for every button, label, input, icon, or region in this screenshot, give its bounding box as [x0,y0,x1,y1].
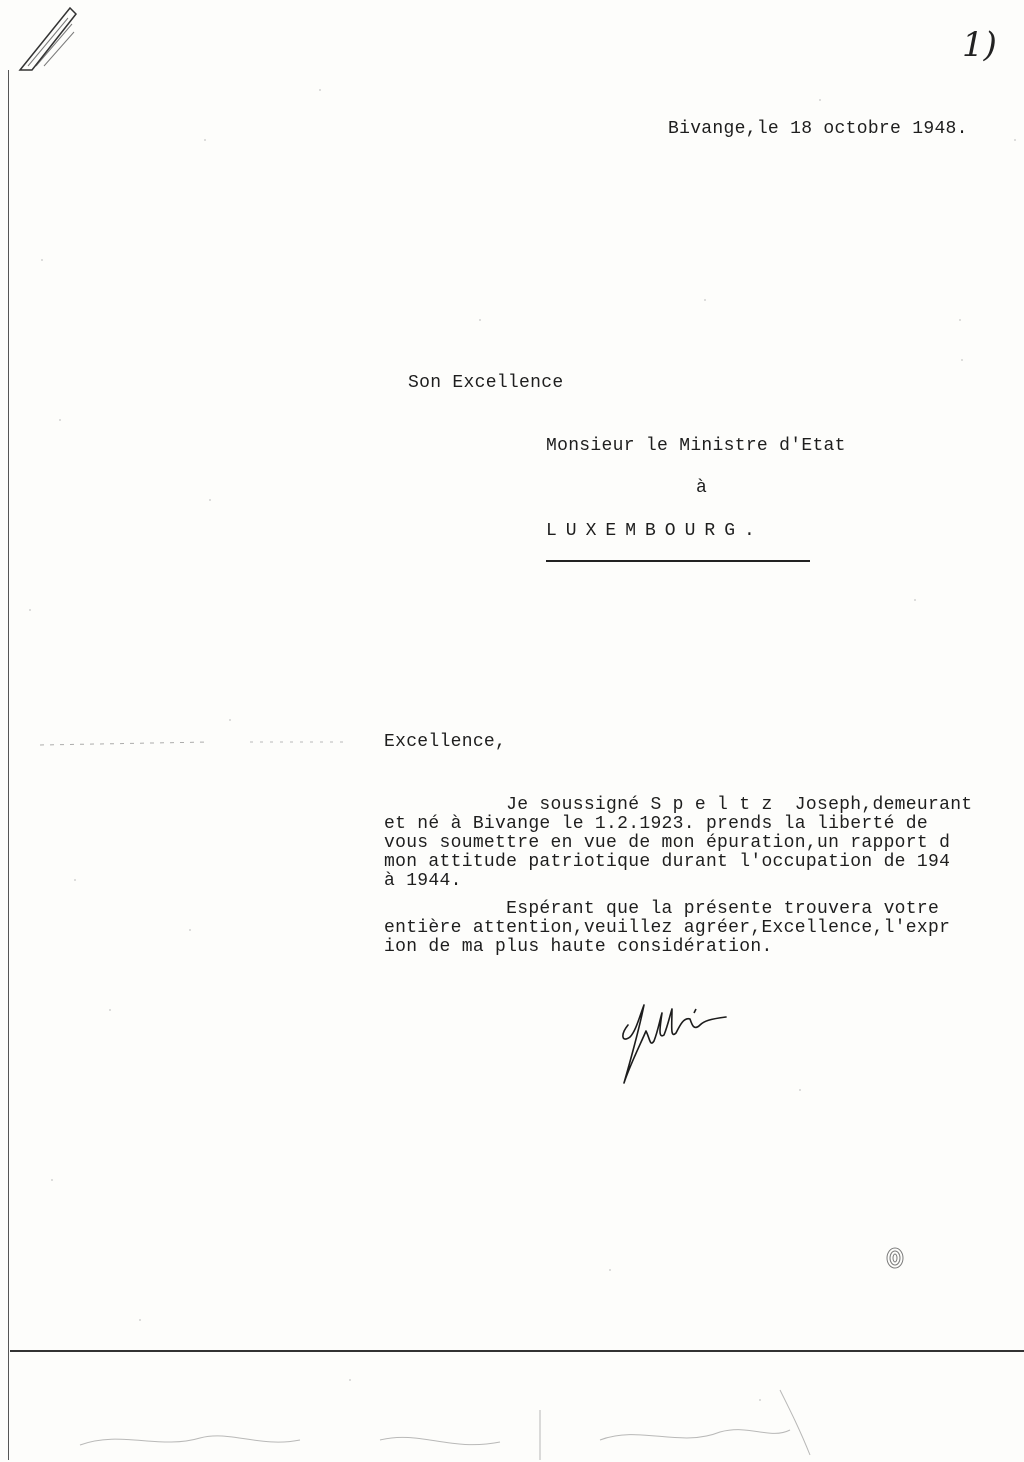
body-line: à 1944. [384,871,462,891]
svg-text:1): 1) [962,25,997,65]
body-line: Je soussigné S p e l t z Joseph,demeurant [384,795,973,815]
recipient-preposition: à [696,478,708,498]
body-line: mon attitude patriotique durant l'occupation de 194 [384,852,951,872]
greeting: Excellence, [384,732,507,752]
recipient-title: Monsieur le Ministre d'Etat [546,436,846,456]
recipient-salutation-title: Son Excellence [408,373,564,393]
body-line: et né à Bivange le 1.2.1923. prends la liberté de [384,814,928,834]
recipient-city: LUXEMBOURG. [546,521,764,541]
place-date: Bivange,le 18 octobre 1948. [668,119,968,139]
body-line: Espérant que la présente trouvera votre [384,899,940,919]
body-line: entière attention,veuillez agréer,Excellence,l'expr [384,918,951,938]
body-line: ion de ma plus haute considération. [384,937,773,957]
body-line: vous soumettre en vue de mon épuration,un rapport d [384,833,951,853]
